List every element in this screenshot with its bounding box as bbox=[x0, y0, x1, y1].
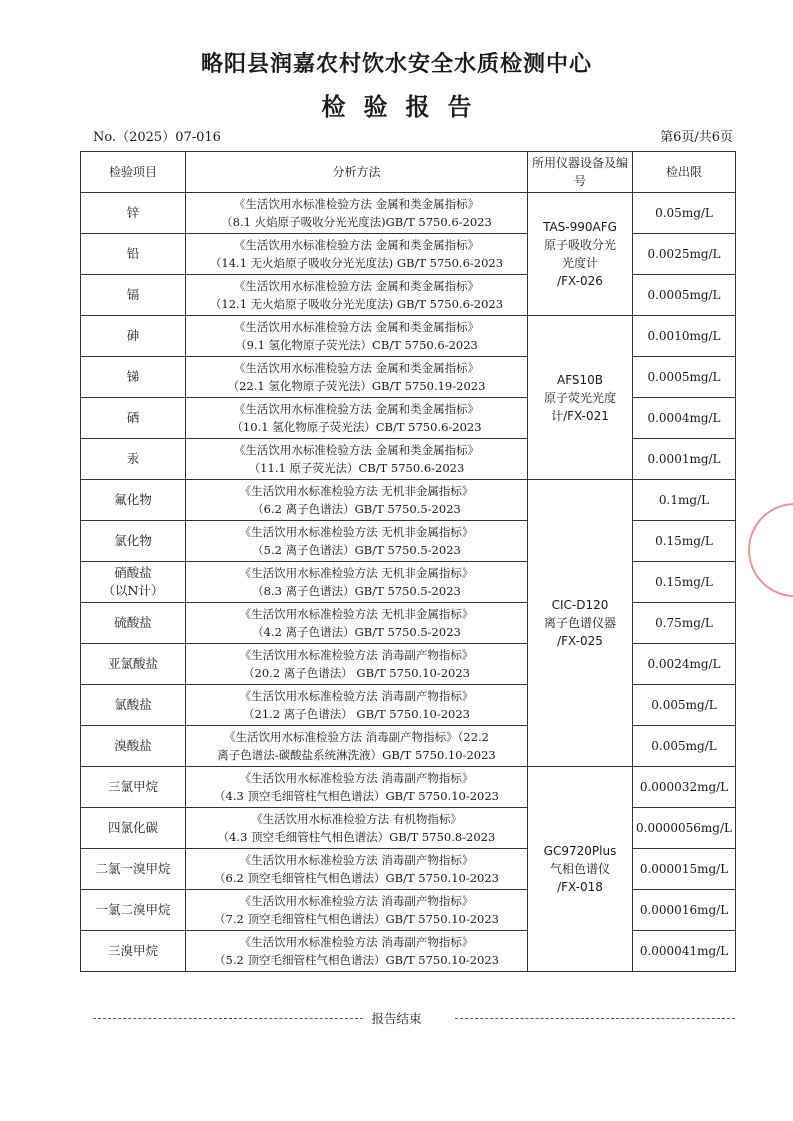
table-row bbox=[81, 644, 736, 685]
method-cell bbox=[186, 357, 528, 398]
method-line: 《生活饮用水标准检验方法 金属和类金属指标》 bbox=[233, 238, 480, 252]
method-line: 《生活饮用水标准检验方法 金属和类金属指标》 bbox=[233, 279, 480, 293]
method-line: 《生活饮用水标准检验方法 有机物指标》 bbox=[251, 812, 462, 826]
method-line: 离子色谱法-碳酸盐系统淋洗液）GB/T 5750.10-2023 bbox=[217, 748, 496, 762]
item-cell bbox=[81, 562, 186, 603]
table-row bbox=[81, 562, 736, 603]
method-line: （4.2 离子色谱法）GB/T 5750.5-2023 bbox=[252, 625, 461, 639]
instrument-line: 计/FX-021 bbox=[551, 408, 609, 423]
method-line: （7.2 顶空毛细管柱气相色谱法）GB/T 5750.10-2023 bbox=[214, 912, 499, 926]
method-cell bbox=[186, 316, 528, 357]
limit-cell: 0.1mg/L bbox=[633, 480, 736, 521]
method-line: （12.1 无火焰原子吸收分光光度法) GB/T 5750.6-2023 bbox=[209, 297, 504, 311]
item-cell: 溴酸盐 bbox=[81, 726, 186, 767]
method-line: 《生活饮用水标准检验方法 消毒副产物指标》（22.2 bbox=[223, 730, 489, 744]
table-row bbox=[81, 234, 736, 275]
method-line: 《生活饮用水标准检验方法 金属和类金属指标》 bbox=[233, 197, 480, 211]
method-line: （5.2 顶空毛细管柱气相色谱法）GB/T 5750.10-2023 bbox=[214, 953, 499, 967]
official-seal-stamp bbox=[748, 503, 793, 597]
method-line: 《生活饮用水标准检验方法 消毒副产物指标》 bbox=[239, 853, 474, 867]
item-cell: 汞 bbox=[81, 439, 186, 480]
item-cell: 氯酸盐 bbox=[81, 685, 186, 726]
item-line: 硝酸盐 bbox=[114, 565, 152, 580]
limit-cell: 0.05mg/L bbox=[633, 193, 736, 234]
item-cell: 镉 bbox=[81, 275, 186, 316]
limit-cell: 0.0025mg/L bbox=[633, 234, 736, 275]
item-cell: 亚氯酸盐 bbox=[81, 644, 186, 685]
limit-cell: 0.15mg/L bbox=[633, 562, 736, 603]
item-cell: 硫酸盐 bbox=[81, 603, 186, 644]
page-number: 第6页/共6页 bbox=[660, 130, 733, 145]
instrument-cell bbox=[528, 193, 633, 316]
table-row bbox=[81, 357, 736, 398]
method-cell bbox=[186, 931, 528, 972]
item-line: （以N计） bbox=[102, 583, 164, 598]
method-cell bbox=[186, 644, 528, 685]
limit-cell: 0.000032mg/L bbox=[633, 767, 736, 808]
instrument-cell bbox=[528, 316, 633, 480]
instrument-cell bbox=[528, 767, 633, 972]
method-line: 《生活饮用水标准检验方法 无机非金属指标》 bbox=[239, 566, 474, 580]
method-cell bbox=[186, 234, 528, 275]
method-line: 《生活饮用水标准检验方法 消毒副产物指标》 bbox=[239, 894, 474, 908]
instrument-line: 离子色谱仪器 bbox=[543, 616, 616, 630]
method-line: （6.2 离子色谱法）GB/T 5750.5-2023 bbox=[252, 502, 461, 516]
instrument-line: TAS-990AFG bbox=[543, 220, 617, 234]
method-cell bbox=[186, 685, 528, 726]
method-line: 《生活饮用水标准检验方法 消毒副产物指标》 bbox=[239, 648, 474, 662]
method-line: 《生活饮用水标准检验方法 金属和类金属指标》 bbox=[233, 320, 480, 334]
method-line: （20.2 离子色谱法） GB/T 5750.10-2023 bbox=[243, 666, 470, 680]
table-row bbox=[81, 603, 736, 644]
method-line: （5.2 离子色谱法）GB/T 5750.5-2023 bbox=[252, 543, 461, 557]
limit-cell: 0.15mg/L bbox=[633, 521, 736, 562]
method-cell bbox=[186, 480, 528, 521]
instrument-cell bbox=[528, 480, 633, 767]
instrument-line: GC9720Plus bbox=[543, 844, 617, 858]
instrument-line: 原子荧光光度 bbox=[543, 390, 616, 405]
instrument-line: 气相色谱仪 bbox=[549, 862, 610, 876]
limit-cell: 0.000015mg/L bbox=[633, 849, 736, 890]
instrument-line: /FX-025 bbox=[557, 634, 603, 648]
end-divider-right bbox=[455, 1018, 735, 1019]
item-cell: 氟化物 bbox=[81, 480, 186, 521]
method-cell bbox=[186, 603, 528, 644]
table-header-row bbox=[81, 152, 736, 193]
column-header-instrument: 所用仪器设备及编号 bbox=[528, 152, 633, 193]
limit-cell: 0.0001mg/L bbox=[633, 439, 736, 480]
limit-cell: 0.0024mg/L bbox=[633, 644, 736, 685]
instrument-line: 光度计 bbox=[561, 256, 598, 270]
method-line: 《生活饮用水标准检验方法 无机非金属指标》 bbox=[239, 525, 474, 539]
item-cell: 铅 bbox=[81, 234, 186, 275]
method-line: （21.2 离子色谱法） GB/T 5750.10-2023 bbox=[243, 707, 470, 721]
report-title: 略阳县润嘉农村饮水安全水质检测中心 bbox=[200, 52, 592, 77]
table-row bbox=[81, 193, 736, 234]
method-line: 《生活饮用水标准检验方法 金属和类金属指标》 bbox=[233, 402, 480, 416]
table-row bbox=[81, 521, 736, 562]
table-row bbox=[81, 316, 736, 357]
method-line: 《生活饮用水标准检验方法 无机非金属指标》 bbox=[239, 484, 474, 498]
limit-cell: 0.0005mg/L bbox=[633, 357, 736, 398]
method-line: 《生活饮用水标准检验方法 消毒副产物指标》 bbox=[239, 935, 474, 949]
method-line: （11.1 原子荧光法）CB/T 5750.6-2023 bbox=[248, 461, 465, 475]
method-cell bbox=[186, 767, 528, 808]
limit-cell: 0.000016mg/L bbox=[633, 890, 736, 931]
report-number: No.（2025）07-016 bbox=[93, 130, 221, 145]
method-cell bbox=[186, 193, 528, 234]
column-header-item: 检验项目 bbox=[81, 152, 186, 193]
limit-cell: 0.0010mg/L bbox=[633, 316, 736, 357]
method-cell bbox=[186, 562, 528, 603]
method-cell bbox=[186, 275, 528, 316]
limit-cell: 0.000041mg/L bbox=[633, 931, 736, 972]
item-cell: 氯化物 bbox=[81, 521, 186, 562]
method-line: 《生活饮用水标准检验方法 无机非金属指标》 bbox=[239, 607, 474, 621]
method-line: （8.1 火焰原子吸收分光光度法)GB/T 5750.6-2023 bbox=[221, 215, 492, 229]
item-cell: 硒 bbox=[81, 398, 186, 439]
method-cell bbox=[186, 849, 528, 890]
item-cell: 二氯一溴甲烷 bbox=[81, 849, 186, 890]
method-line: （14.1 无火焰原子吸收分光光度法) GB/T 5750.6-2023 bbox=[209, 256, 504, 270]
limit-cell: 0.0000056mg/L bbox=[633, 808, 736, 849]
method-line: （10.1 氢化物原子荧光法）CB/T 5750.6-2023 bbox=[231, 420, 482, 434]
limit-cell: 0.005mg/L bbox=[633, 685, 736, 726]
item-cell: 锑 bbox=[81, 357, 186, 398]
table-row bbox=[81, 275, 736, 316]
table-row bbox=[81, 685, 736, 726]
table-row bbox=[81, 726, 736, 767]
method-cell bbox=[186, 521, 528, 562]
instrument-line: /FX-018 bbox=[557, 880, 603, 894]
method-line: （8.3 离子色谱法）GB/T 5750.5-2023 bbox=[252, 584, 461, 598]
method-line: 《生活饮用水标准检验方法 金属和类金属指标》 bbox=[233, 443, 480, 457]
limit-cell: 0.005mg/L bbox=[633, 726, 736, 767]
table-row bbox=[81, 439, 736, 480]
instrument-line: /FX-026 bbox=[557, 274, 603, 288]
instrument-line: AFS10B bbox=[556, 372, 604, 387]
item-cell: 砷 bbox=[81, 316, 186, 357]
table-row bbox=[81, 767, 736, 808]
table-row bbox=[81, 890, 736, 931]
table-row bbox=[81, 808, 736, 849]
table-row bbox=[81, 398, 736, 439]
column-header-limit: 检出限 bbox=[633, 152, 736, 193]
report-subtitle: 检验报告 bbox=[321, 93, 490, 121]
method-line: （4.3 顶空毛细管柱气相色谱法）GB/T 5750.10-2023 bbox=[214, 789, 499, 803]
table-row bbox=[81, 849, 736, 890]
method-cell bbox=[186, 726, 528, 767]
limit-cell: 0.75mg/L bbox=[633, 603, 736, 644]
item-cell: 三溴甲烷 bbox=[81, 931, 186, 972]
method-line: （22.1 氢化物原子荧光法）GB/T 5750.19-2023 bbox=[227, 379, 486, 393]
method-cell bbox=[186, 398, 528, 439]
method-line: 《生活饮用水标准检验方法 金属和类金属指标》 bbox=[233, 361, 480, 375]
method-line: 《生活饮用水标准检验方法 消毒副产物指标》 bbox=[239, 689, 474, 703]
item-cell: 四氯化碳 bbox=[81, 808, 186, 849]
instrument-line: CIC-D120 bbox=[551, 598, 609, 612]
item-cell: 一氯二溴甲烷 bbox=[81, 890, 186, 931]
method-cell bbox=[186, 439, 528, 480]
method-line: （6.2 顶空毛细管柱气相色谱法）GB/T 5750.10-2023 bbox=[214, 871, 499, 885]
limit-cell: 0.0005mg/L bbox=[633, 275, 736, 316]
inspection-table bbox=[80, 151, 736, 972]
item-cell: 锌 bbox=[81, 193, 186, 234]
item-cell: 三氯甲烷 bbox=[81, 767, 186, 808]
table-row bbox=[81, 931, 736, 972]
limit-cell: 0.0004mg/L bbox=[633, 398, 736, 439]
column-header-method: 分析方法 bbox=[186, 152, 528, 193]
method-line: （9.1 氢化物原子荧光法）CB/T 5750.6-2023 bbox=[235, 338, 478, 352]
method-cell bbox=[186, 808, 528, 849]
method-line: （4.3 顶空毛细管柱气相色谱法）GB/T 5750.8-2023 bbox=[217, 830, 496, 844]
table-row bbox=[81, 480, 736, 521]
method-cell bbox=[186, 890, 528, 931]
method-line: 《生活饮用水标准检验方法 消毒副产物指标》 bbox=[239, 771, 474, 785]
instrument-line: 原子吸收分光 bbox=[543, 238, 616, 252]
report-end-label: 报告结束 bbox=[371, 1011, 422, 1026]
